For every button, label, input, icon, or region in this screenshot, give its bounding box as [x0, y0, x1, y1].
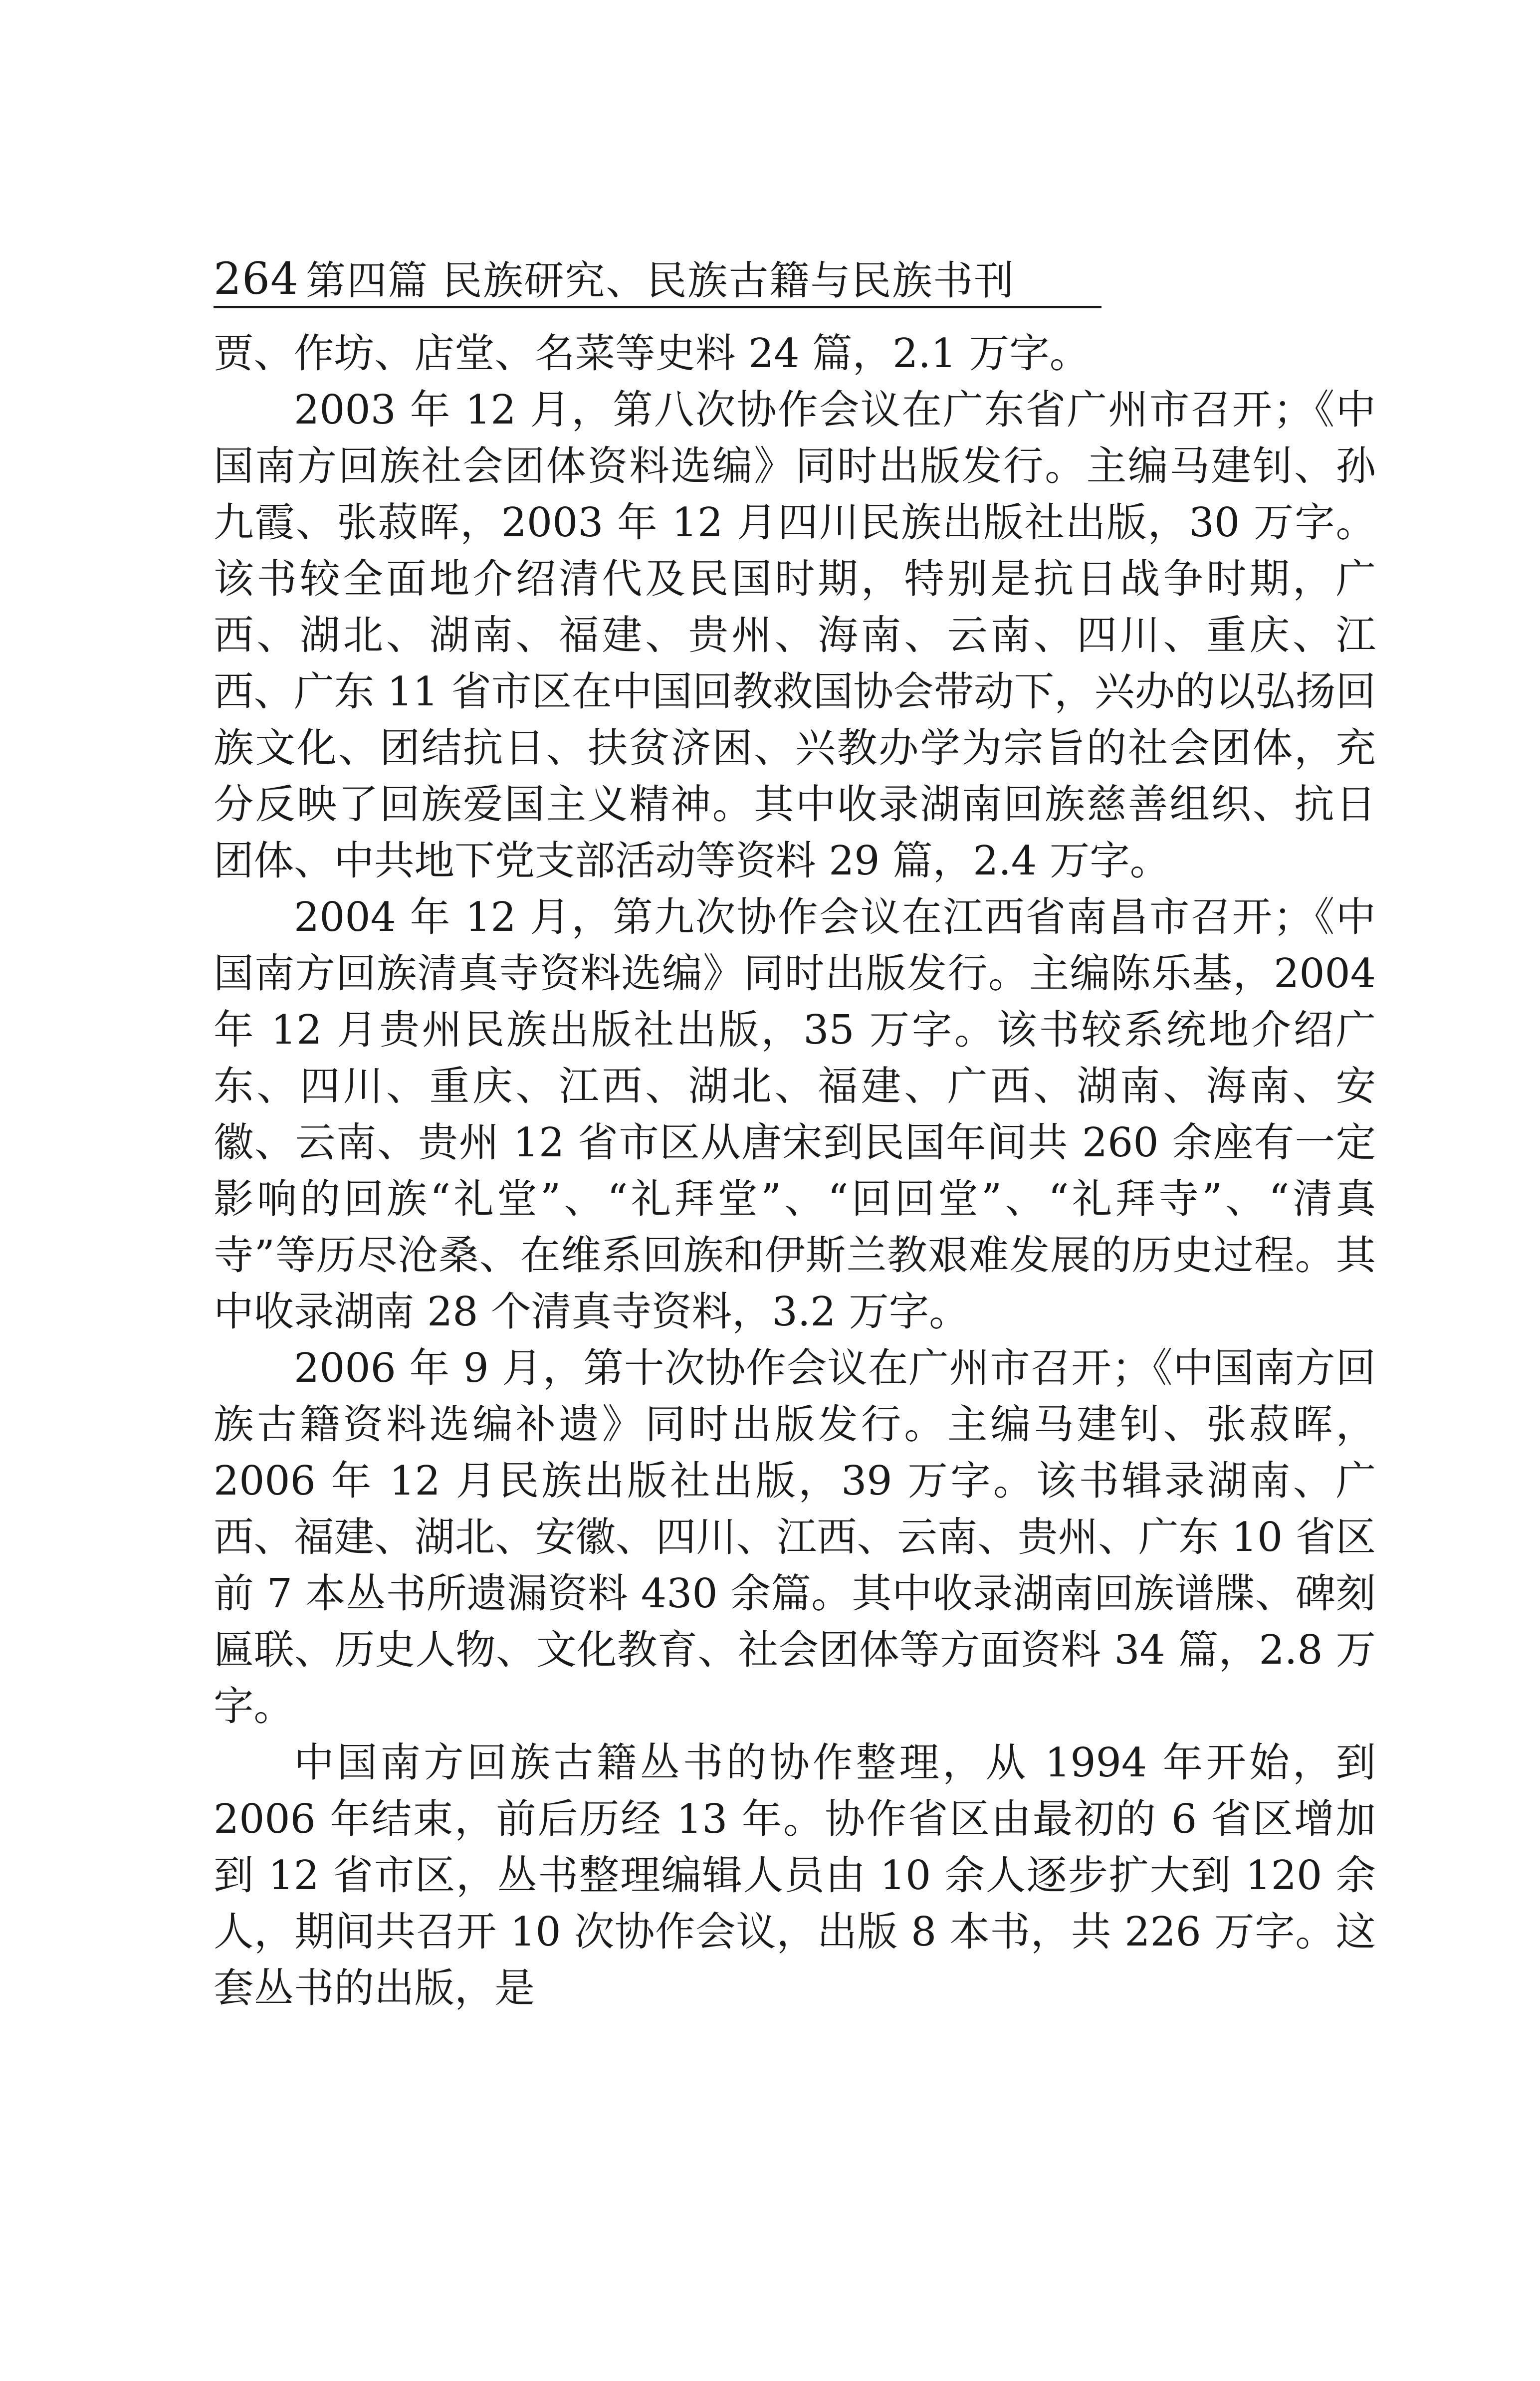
paragraph: 2003 年 12 月，第八次协作会议在广东省广州市召开；《中国南方回族社会团体资料选编》同时出版发行。主编马建钊、孙九霞、张菽晖，2003 年 12 月四川民族出版社出版，30 万字。该书较全面地介绍清代及民国时期，特别是抗日战争时期，广西、湖北、湖南、福建、贵州、海南、云南、四川、重庆、江西、广东 11 省市区在中国回教救国协会带动下，兴办的以弘扬回族文化、团结抗日、扶贫济困、兴教办学为宗旨的社会团体，充分反映了回族爱国主义精神。其中收录湖南回族慈善组织、抗日团体、中共地下党支部活动等资料 29 篇，2.4 万字。: [214, 386, 1376, 884]
running-title: 第四篇 民族研究、民族古籍与民族书刊: [305, 257, 1015, 304]
paragraph: 2006 年 9 月，第十次协作会议在广州市召开；《中国南方回族古籍资料选编补遗》同时出版发行。主编马建钊、张菽晖，2006 年 12 月民族出版社出版，39 万字。该书辑录湖南、广西、福建、湖北、安徽、四川、江西、云南、贵州、广东 10 省区前 7 本丛书所遗漏资料 430 余篇。其中收录湖南回族谱牒、碑刻匾联、历史人物、文化教育、社会团体等方面资料 34 篇，2.8 万字。: [214, 1344, 1376, 1730]
page-number: 264: [214, 253, 299, 304]
running-header: [214, 248, 1101, 308]
paragraph: 中国南方回族古籍丛书的协作整理，从 1994 年开始，到 2006 年结束，前后历经 13 年。协作省区由最初的 6 省区增加到 12 省市区，丛书整理编辑人员由 10 余人逐步扩大到 120 余人，期间共召开 10 次协作会议，出版 8 本书，共 226 万字。这套丛书的出版，是: [214, 1739, 1376, 2011]
paragraph-continuation: 贾、作坊、店堂、名菜等史料 24 篇，2.1 万字。: [214, 330, 1090, 377]
paragraph: 2004 年 12 月，第九次协作会议在江西省南昌市召开；《中国南方回族清真寺资料选编》同时出版发行。主编陈乐基，2004 年 12 月贵州民族出版社出版，35 万字。该书较系统地介绍广东、四川、重庆、江西、湖北、福建、广西、湖南、海南、安徽、云南、贵州 12 省市区从唐宋到民国年间共 260 余座有一定影响的回族“礼堂”、“礼拜堂”、“回回堂”、“礼拜寺”、“清真寺”等历尽沧桑、在维系回族和伊斯兰教艰难发展的历史过程。其中收录湖南 28 个清真寺资料，3.2 万字。: [214, 893, 1376, 1335]
body-text: [214, 325, 1376, 2271]
